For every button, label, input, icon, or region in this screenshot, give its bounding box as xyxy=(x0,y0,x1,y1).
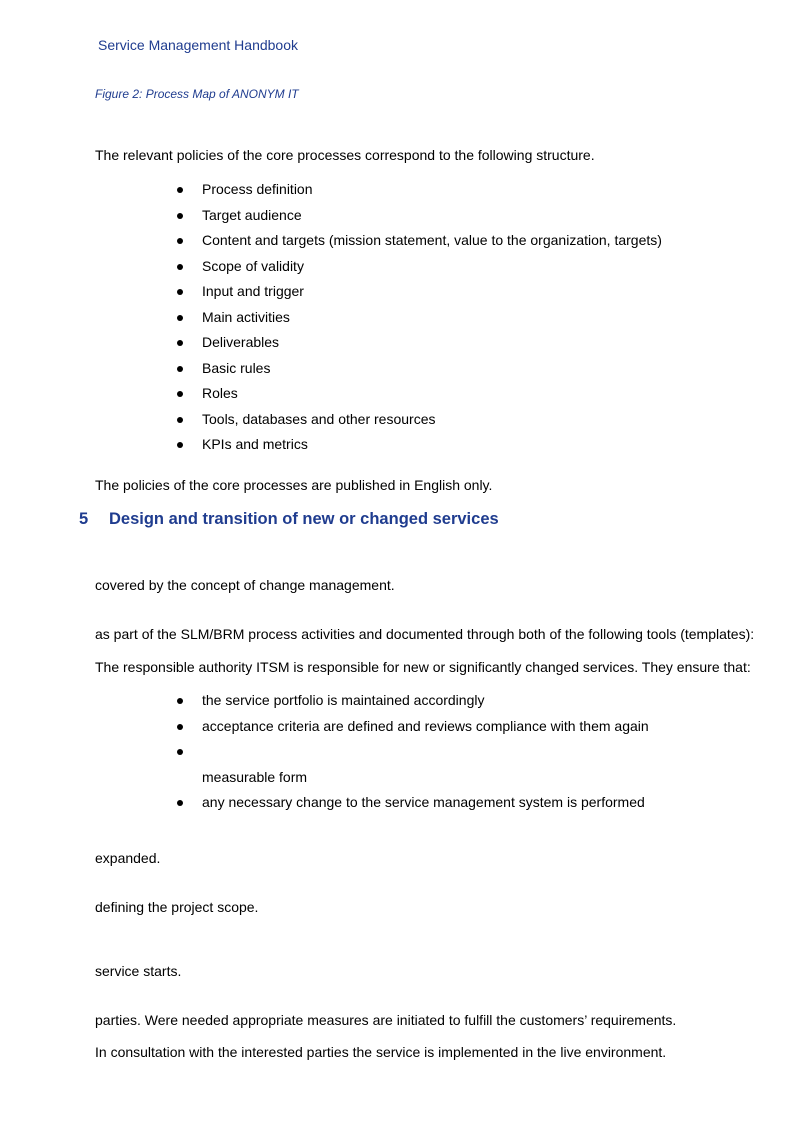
section-heading: Design and transition of new or changed services xyxy=(109,510,499,528)
list-item xyxy=(170,688,649,714)
list-item xyxy=(170,432,662,458)
list-item-continuation: measurable form xyxy=(202,768,308,785)
list-item xyxy=(170,407,662,433)
bullet-icon xyxy=(177,264,183,270)
bullet-icon xyxy=(177,417,183,423)
paragraph: defining the project scope. xyxy=(95,899,259,915)
bullet-icon xyxy=(177,366,183,372)
list-item xyxy=(170,254,662,280)
list-item-text: Scope of validity xyxy=(202,257,304,274)
list-item xyxy=(170,203,662,229)
list-item-text: Tools, databases and other resources xyxy=(202,410,436,427)
list-item xyxy=(170,739,649,790)
list-item-text: the service portfolio is maintained accordingly xyxy=(202,692,485,708)
list-item xyxy=(170,305,662,331)
ensure-list xyxy=(170,688,649,816)
paragraph: as part of the SLM/BRM process activities and documented through both of the following tools (templates): xyxy=(95,626,755,642)
paragraph: parties. Were needed appropriate measures are initiated to fulfill the customers’ requirements. xyxy=(95,1012,677,1028)
list-item xyxy=(170,330,662,356)
list-item-text: KPIs and metrics xyxy=(202,436,308,452)
list-item-text: Target audience xyxy=(202,206,302,223)
list-item-text: Input and trigger xyxy=(202,283,304,299)
list-item-text: Deliverables xyxy=(202,334,280,350)
list-item xyxy=(170,279,662,305)
list-item xyxy=(170,228,662,254)
bullet-icon xyxy=(177,340,183,346)
list-item-text: Content and targets (mission statement, value to the organization, targets) xyxy=(202,232,662,248)
bullet-icon xyxy=(177,289,183,295)
list-item-text: Roles xyxy=(202,385,238,401)
bullet-icon xyxy=(177,238,183,244)
paragraph: expanded. xyxy=(95,850,161,866)
document-header-title: Service Management Handbook xyxy=(98,37,299,53)
bullet-icon xyxy=(177,800,183,806)
policy-structure-list xyxy=(170,177,662,458)
paragraph: The responsible authority ITSM is responsible for new or significantly changed services. They ensure that: xyxy=(95,659,751,675)
intro-paragraph: The relevant policies of the core processes correspond to the following structure. xyxy=(95,147,595,163)
bullet-icon xyxy=(177,698,183,704)
list-item xyxy=(170,356,662,382)
paragraph: covered by the concept of change management. xyxy=(95,577,395,593)
bullet-icon xyxy=(177,724,183,730)
bullet-icon xyxy=(177,315,183,321)
list-item xyxy=(170,381,662,407)
list-item xyxy=(170,177,662,203)
paragraph: In consultation with the interested parties the service is implemented in the live environment. xyxy=(95,1044,667,1060)
list-item-text: acceptance criteria are defined and reviews compliance with them again xyxy=(202,717,649,734)
list-item xyxy=(170,790,649,816)
bullet-icon xyxy=(177,749,183,755)
paragraph: service starts. xyxy=(95,963,182,979)
bullet-icon xyxy=(177,442,183,448)
publication-note: The policies of the core processes are published in English only. xyxy=(95,477,493,493)
bullet-icon xyxy=(177,213,183,219)
bullet-icon xyxy=(177,391,183,397)
section-number: 5 xyxy=(79,510,89,528)
figure-caption: Figure 2: Process Map of ANONYM IT xyxy=(95,87,299,101)
list-item-text: Basic rules xyxy=(202,359,271,376)
list-item xyxy=(170,714,649,740)
bullet-icon xyxy=(177,187,183,193)
list-item-text: any necessary change to the service management system is performed xyxy=(202,794,645,810)
list-item-text: Main activities xyxy=(202,308,290,325)
list-item-text: Process definition xyxy=(202,181,313,197)
